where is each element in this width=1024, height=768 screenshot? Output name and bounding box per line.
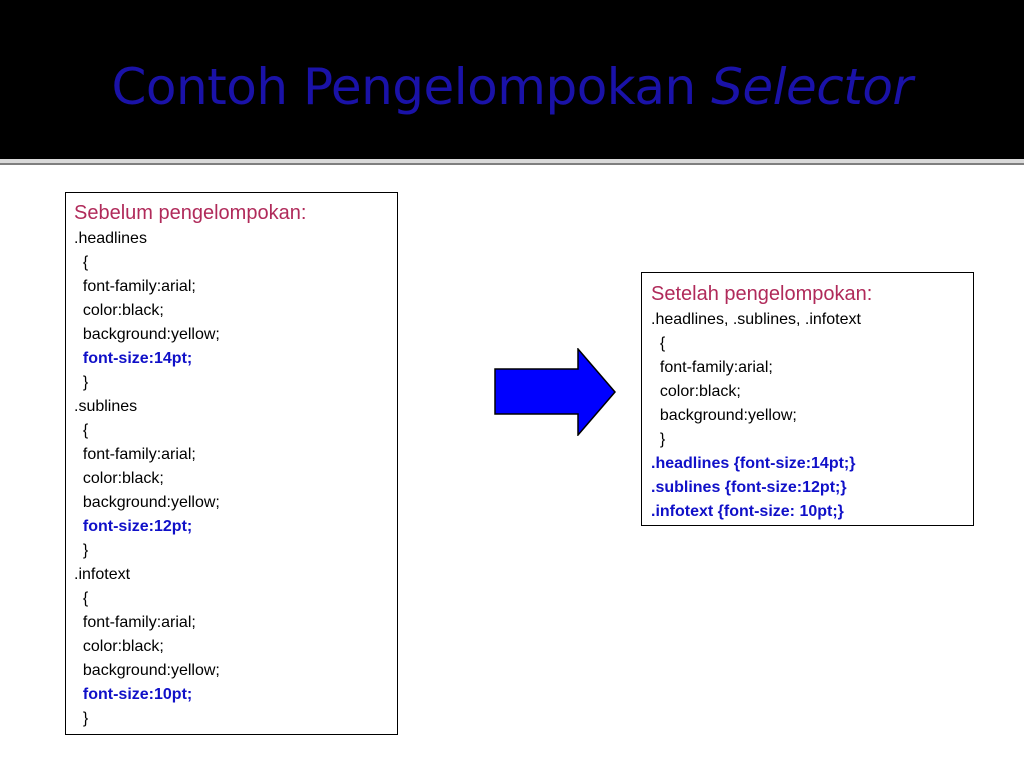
before-code-line: font-size:10pt; — [74, 686, 193, 703]
before-code-line: background:yellow; — [74, 494, 220, 511]
title-divider-dark — [0, 163, 1024, 165]
before-code-line: { — [74, 254, 89, 271]
after-grouping-heading: Setelah pengelompokan: — [651, 283, 873, 305]
slide-title — [0, 52, 1024, 122]
before-code-line: { — [74, 590, 89, 607]
before-code-line: color:black; — [74, 638, 164, 655]
after-code-line: .headlines, .sublines, .infotext — [651, 311, 861, 328]
before-code-line: } — [74, 374, 89, 391]
before-code-line: font-family:arial; — [74, 278, 196, 295]
before-grouping-heading: Sebelum pengelompokan: — [74, 202, 307, 224]
after-grouping-box — [641, 272, 974, 526]
after-code-line: { — [651, 335, 666, 352]
before-grouping-box — [65, 192, 398, 735]
before-code-line: font-family:arial; — [74, 446, 196, 463]
before-code-line: background:yellow; — [74, 326, 220, 343]
before-code-line: } — [74, 710, 89, 727]
before-code-line: .headlines — [74, 230, 147, 247]
right-arrow-shape — [495, 349, 615, 435]
before-code-line: font-size:12pt; — [74, 518, 193, 535]
after-code-line: color:black; — [651, 383, 741, 400]
after-code-line: font-family:arial; — [651, 359, 773, 376]
slide-title-main: Contoh Pengelompokan — [111, 58, 712, 116]
after-code-line: background:yellow; — [651, 407, 797, 424]
after-code-line: } — [651, 431, 666, 448]
after-code-line: .infotext {font-size: 10pt;} — [651, 503, 844, 520]
before-code-line: .infotext — [74, 566, 131, 583]
before-code-line: background:yellow; — [74, 662, 220, 679]
before-code-line: { — [74, 422, 89, 439]
before-grouping-code — [74, 227, 397, 731]
after-code-line: .sublines {font-size:12pt;} — [651, 479, 847, 496]
before-code-line: color:black; — [74, 470, 164, 487]
before-code-line: color:black; — [74, 302, 164, 319]
after-grouping-code — [651, 308, 973, 524]
right-arrow-icon — [493, 348, 617, 436]
before-code-line: } — [74, 542, 89, 559]
before-code-line: font-family:arial; — [74, 614, 196, 631]
before-code-line: font-size:14pt; — [74, 350, 193, 367]
slide-title-italic: Selector — [711, 58, 913, 116]
before-code-line: .sublines — [74, 398, 138, 415]
after-code-line: .headlines {font-size:14pt;} — [651, 455, 856, 472]
